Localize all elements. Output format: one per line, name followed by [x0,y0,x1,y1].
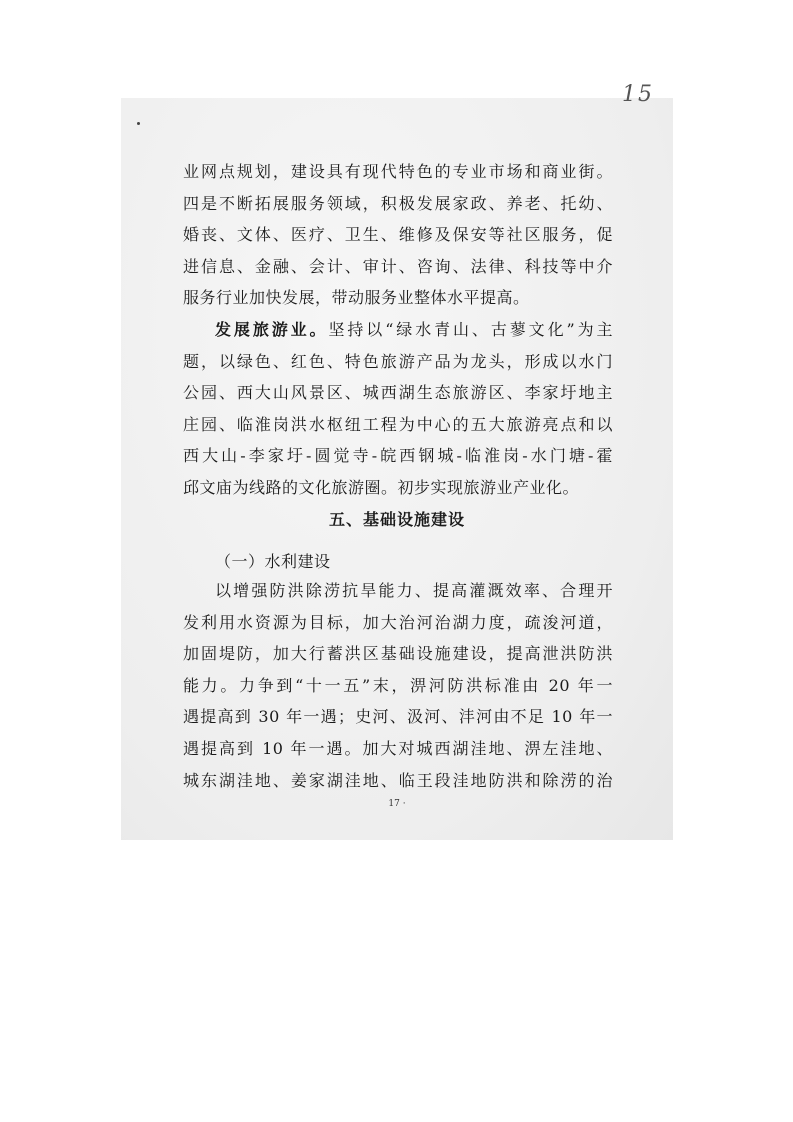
scanned-page [121,82,673,840]
text-line: 邱文庙为线路的文化旅游圈。初步实现旅游业产业化。 [183,477,580,497]
scan-speck [137,122,140,125]
text-fragment: 坚持以“绿水青山、古蓼文化”为主 [328,319,613,339]
sub-heading: （一）水利建设 [215,552,331,571]
body-text-bottom [183,575,613,796]
tourism-paragraph-first-line [183,314,613,346]
text-line: 进信息、金融、会计、审计、咨询、法律、科技等中介 [183,256,613,276]
text-line: 业网点规划，建设具有现代特色的专业市场和商业街。 [183,162,613,181]
text-line: 能力。力争到“十一五”末，淠河防洪标准由 20 年一 [183,675,613,695]
text-line: 庄园、临淮岗洪水枢纽工程为中心的五大旅游亮点和以 [183,414,613,434]
text-line: 遇提高到 30 年一遇；史河、汲河、沣河由不足 10 年一 [183,707,613,727]
text-line: 以增强防洪除涝抗旱能力、提高灌溉效率、合理开 [215,581,613,600]
text-line: 加固堤防，加大行蓄洪区基础设施建设，提高泄洪防洪 [183,644,613,664]
page-number: 17 · [388,799,406,809]
tourism-lead: 发展旅游业。 [215,319,329,339]
text-line: 遇提高到 10 年一遇。加大对城西湖洼地、淠左洼地、 [183,738,613,758]
text-line: 婚丧、文体、医疗、卫生、维修及保安等社区服务，促 [183,225,613,245]
section-heading: 五、基础设施建设 [328,510,465,529]
text-line: 服务行业加快发展，带动服务业整体水平提高。 [183,288,530,308]
text-line: 四是不断拓展服务领域，积极发展家政、养老、托幼、 [183,193,613,213]
body-text-top [183,156,613,504]
text-line: 发利用水资源为目标，加大治河治湖力度，疏浚河道， [183,612,613,632]
handwritten-page-mark: 15 [622,82,654,107]
text-line: 题，以绿色、红色、特色旅游产品为龙头，形成以水门 [183,351,613,371]
text-line: 城东湖洼地、姜家湖洼地、临王段洼地防洪和除涝的治 [183,770,613,790]
text-line: 公园、西大山风景区、城西湖生态旅游区、李家圩地主 [183,383,613,403]
text-line: 西大山-李家圩-圆觉寺-皖西钢城-临淮岗-水门塘-霍 [183,446,613,466]
